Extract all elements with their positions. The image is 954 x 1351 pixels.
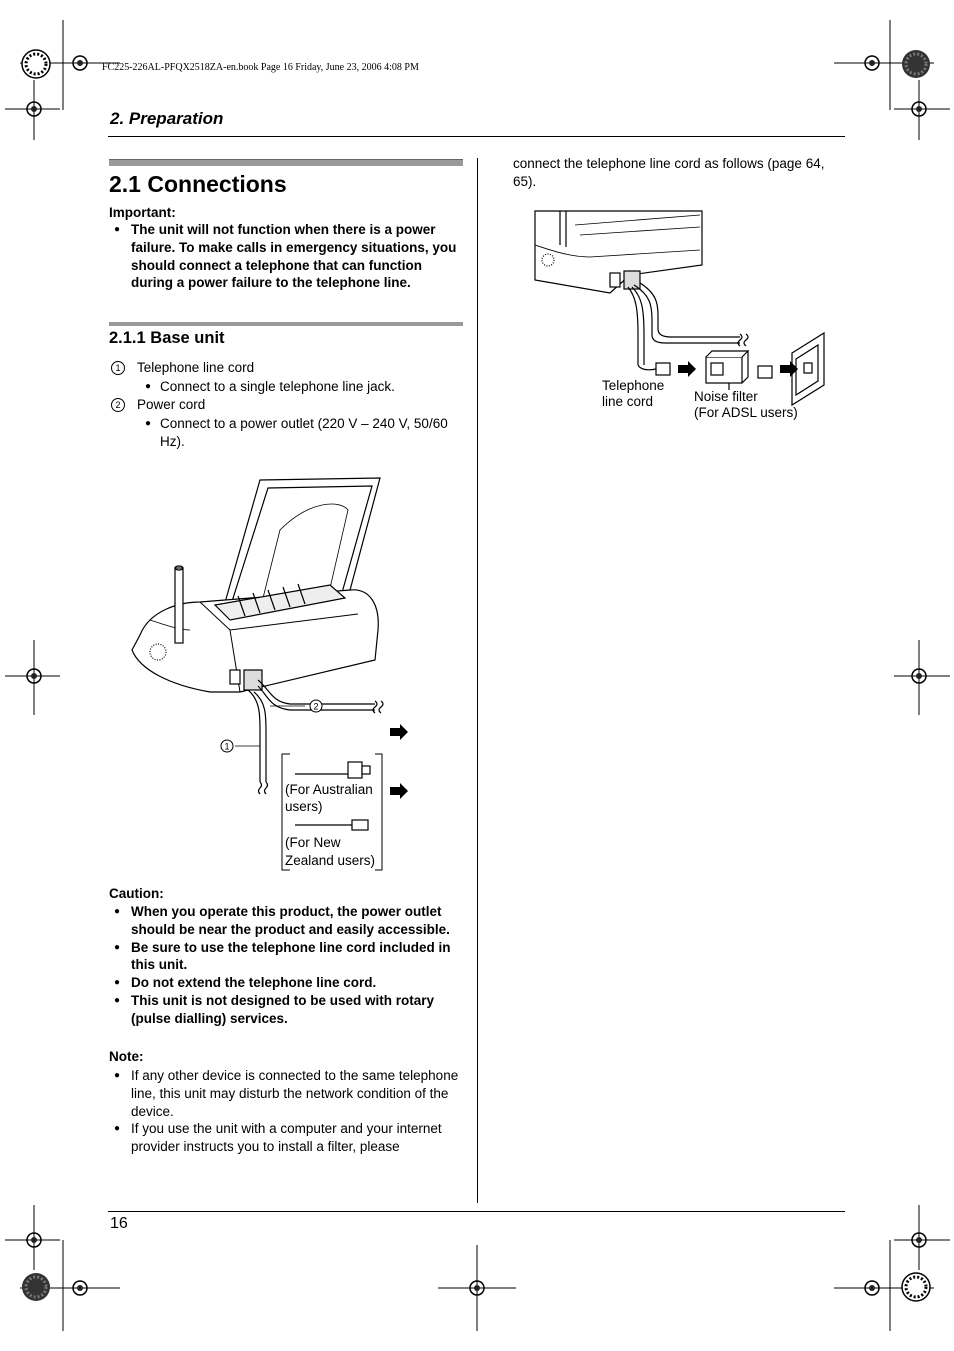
important-bullet: ● The unit will not function when there is a power failure. To make calls in emergency situations, you should connect a telephone that can function during a power failure to the telephone line. (109, 221, 465, 292)
callout-2: 2 (313, 701, 319, 712)
subheading-bar (109, 322, 463, 326)
header-rule (108, 136, 845, 137)
right-column-text: connect the telephone line cord as follows (page 64, 65). (513, 156, 825, 189)
au-label-line1: (For Australian (285, 782, 373, 797)
item-telephone-line-cord (111, 359, 255, 377)
important-list (109, 221, 465, 292)
note-list (109, 1067, 465, 1156)
tel-cord-label-line1: Telephone (602, 378, 665, 393)
item-sub (145, 378, 460, 396)
item-label: Power cord (137, 397, 206, 412)
caution-bullet: ● Be sure to use the telephone line cord included in this unit. (109, 939, 465, 975)
column-divider (477, 158, 478, 1203)
adsl-filter-diagram (530, 205, 830, 420)
nz-label-line1: (For New (285, 835, 341, 850)
filter-label-line1: Noise filter (694, 389, 758, 404)
callout-marker: 1 (111, 361, 125, 375)
note-bullet: ● If you use the unit with a computer and your internet provider instructs you to install a filter, please (109, 1120, 465, 1156)
caution-bullet: ● Do not extend the telephone line cord. (109, 974, 465, 992)
item-sub (145, 415, 464, 450)
item-sub-text: Connect to a single telephone line jack. (160, 379, 395, 394)
caution-list (109, 903, 465, 1028)
caution-bullet: ● This unit is not designed to be used with rotary (pulse dialling) services. (109, 992, 465, 1028)
subheading: 2.1.1 Base unit (109, 329, 225, 347)
file-info-line: FC225-226AL-PFQX2518ZA-en.book Page 16 Friday, June 23, 2006 4:08 PM (102, 62, 419, 73)
page-number: 16 (110, 1215, 128, 1232)
page-heading: 2.1 Connections (109, 171, 287, 197)
item-sub-text: Connect to a power outlet (220 V – 240 V, 50/60 Hz). (160, 416, 448, 449)
base-unit-diagram (120, 470, 420, 875)
footer-rule (108, 1211, 845, 1212)
bullet-icon: ● (145, 381, 152, 392)
tel-cord-label-line2: line cord (602, 394, 654, 409)
note-label: Note: (109, 1049, 144, 1064)
note-bullet: ● If any other device is connected to the same telephone line, this unit may disturb the network condition of the device. (109, 1067, 465, 1120)
item-power-cord (111, 396, 206, 414)
caution-bullet: ● When you operate this product, the power outlet should be near the product and easily accessible. (109, 903, 465, 939)
important-label: Important: (109, 205, 176, 220)
item-label: Telephone line cord (137, 360, 255, 375)
heading-bar (109, 159, 463, 166)
nz-label-line2: Zealand users) (285, 853, 376, 868)
caution-label: Caution: (109, 886, 164, 901)
callout-1: 1 (224, 741, 230, 752)
callout-marker: 2 (111, 398, 125, 412)
section-title: 2. Preparation (110, 109, 224, 128)
filter-label-line2: (For ADSL users) (694, 405, 798, 420)
bullet-icon: ● (145, 418, 152, 429)
au-label-line2: users) (285, 799, 323, 814)
